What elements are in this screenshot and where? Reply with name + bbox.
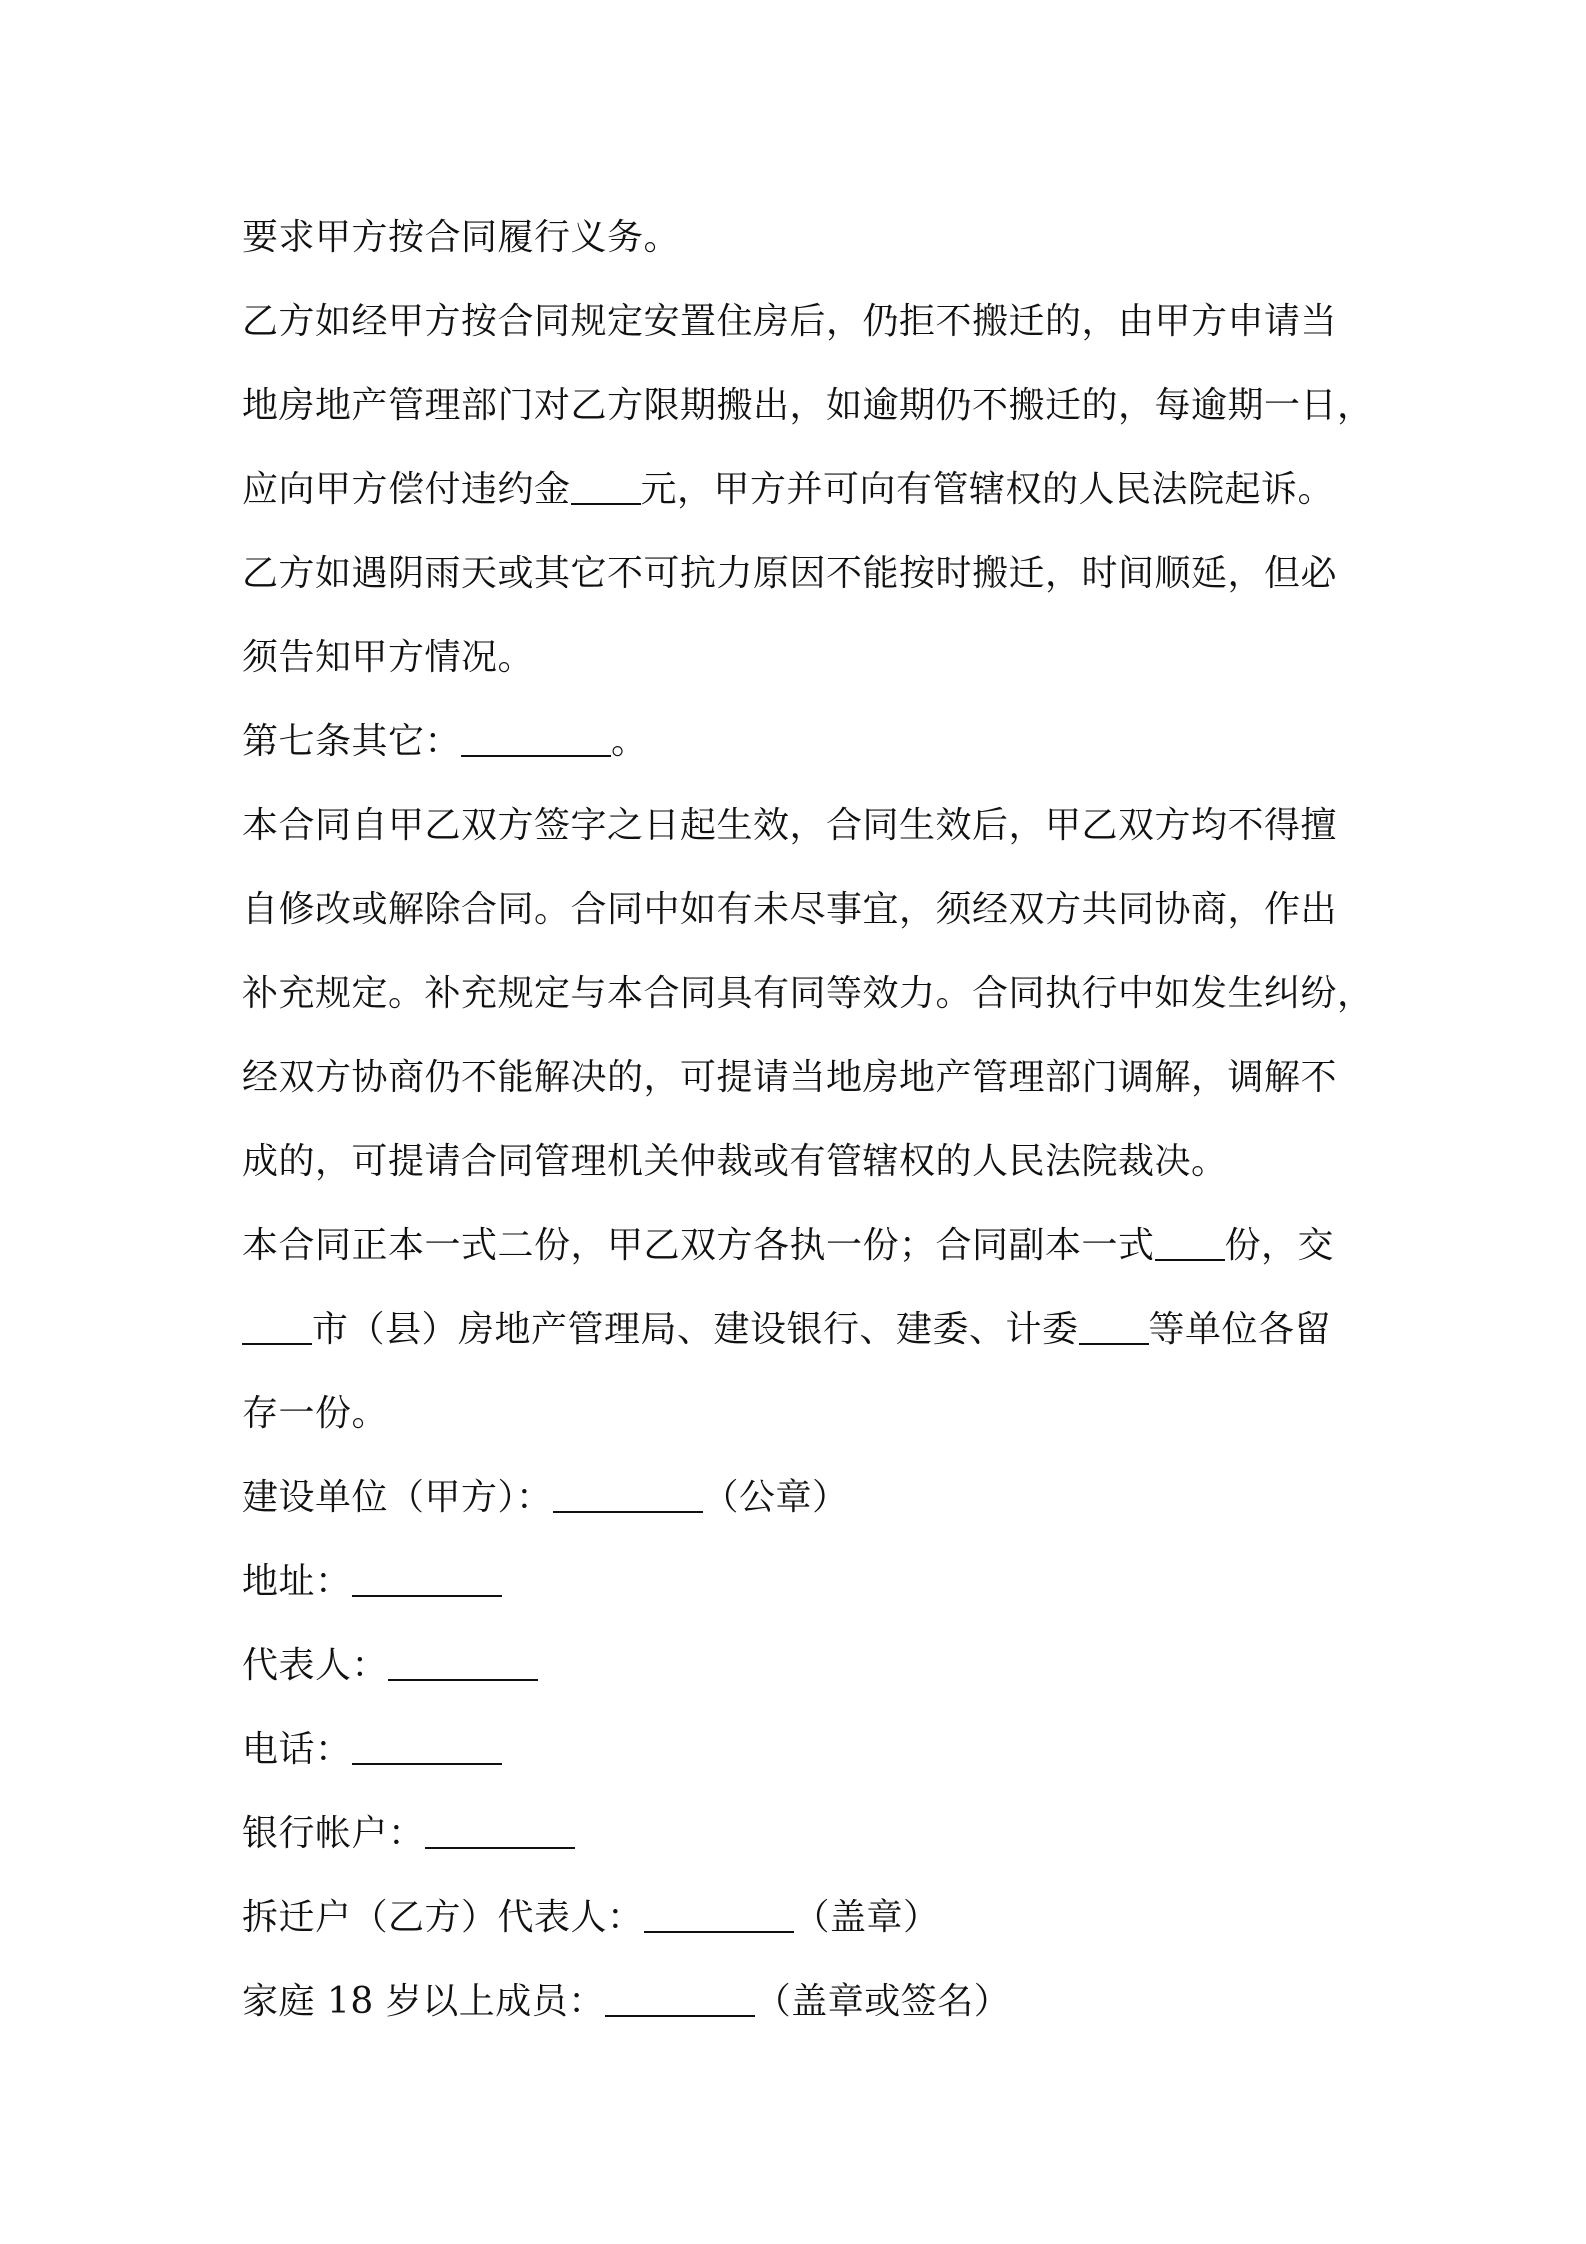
address-blank[interactable] — [352, 1561, 502, 1597]
line-text: 存一份。 — [242, 1393, 389, 1434]
paragraph-line — [242, 616, 1354, 700]
builder-seal-note: （公章） — [702, 1477, 849, 1518]
paragraph-line — [242, 532, 1354, 616]
copy-count-blank[interactable] — [1155, 1225, 1225, 1261]
line-text: 乙方如遇阴雨天或其它不可抗力原因不能按时搬迁，时间顺延，但必 — [242, 553, 1338, 594]
family-seal-note: （盖章或签名） — [754, 1981, 1011, 2022]
address-label: 地址： — [242, 1561, 352, 1602]
relocatee-label: 拆迁户（乙方）代表人： — [242, 1897, 644, 1938]
line-text: 成的，可提请合同管理机关仲裁或有管辖权的人民法院裁决。 — [242, 1141, 1228, 1182]
paragraph-line — [242, 1204, 1354, 1288]
family-members-blank[interactable] — [605, 1981, 755, 2017]
article-seven-label: 第七条其它： — [242, 721, 462, 762]
line-text: 等单位各留 — [1148, 1309, 1332, 1350]
family-prefix: 家庭 — [242, 1981, 327, 2022]
article-seven-blank[interactable] — [461, 721, 611, 757]
line-text: 补充规定。补充规定与本合同具有同等效力。合同执行中如发生纠纷， — [242, 973, 1374, 1014]
line-text: 本合同自甲乙双方签字之日起生效，合同生效后，甲乙双方均不得擅 — [242, 805, 1338, 846]
other-units-blank[interactable] — [1079, 1309, 1149, 1345]
representative-line — [242, 1624, 1354, 1708]
family-age: 18 — [326, 1981, 374, 2022]
line-text: 元，甲方并可向有管辖权的人民法院起诉。 — [640, 469, 1335, 510]
line-text: 乙方如经甲方按合同规定安置住房后，仍拒不搬迁的，由甲方申请当 — [242, 301, 1338, 342]
phone-label: 电话： — [242, 1729, 352, 1770]
builder-blank[interactable] — [553, 1477, 703, 1513]
line-text: 市（县）房地产管理局、建设银行、建委、计委 — [312, 1309, 1079, 1350]
line-text: 须告知甲方情况。 — [242, 637, 535, 678]
line-text: 地房地产管理部门对乙方限期搬出，如逾期仍不搬迁的，每逾期一日， — [242, 385, 1374, 426]
paragraph-line — [242, 1120, 1354, 1204]
line-text: 要求甲方按合同履行义务。 — [242, 217, 681, 258]
family-suffix: 岁以上成员： — [373, 1981, 605, 2022]
paragraph-line — [242, 364, 1374, 448]
relocatee-signature-line — [242, 1876, 1354, 1960]
penalty-amount-blank[interactable] — [571, 469, 641, 505]
paragraph-line — [242, 1288, 1354, 1372]
address-line — [242, 1540, 1354, 1624]
bank-account-blank[interactable] — [425, 1813, 575, 1849]
phone-line — [242, 1708, 1354, 1792]
document-body — [242, 196, 1374, 2044]
relocatee-seal-note: （盖章） — [793, 1897, 940, 1938]
paragraph-line — [242, 1036, 1354, 1120]
builder-signature-line — [242, 1456, 1354, 1540]
city-blank[interactable] — [242, 1309, 312, 1345]
line-text: 。 — [611, 721, 648, 762]
line-text: 本合同正本一式二份，甲乙双方各执一份；合同副本一式 — [242, 1225, 1155, 1266]
family-members-line — [242, 1960, 1354, 2044]
paragraph-line — [242, 448, 1354, 532]
line-text: 应向甲方偿付违约金 — [242, 469, 571, 510]
paragraph-line — [242, 784, 1354, 868]
representative-label: 代表人： — [242, 1645, 389, 1686]
line-text: 经双方协商仍不能解决的，可提请当地房地产管理部门调解，调解不 — [242, 1057, 1338, 1098]
builder-label: 建设单位（甲方）： — [242, 1477, 553, 1518]
paragraph-line — [242, 280, 1354, 364]
line-text: 自修改或解除合同。合同中如有未尽事宜，须经双方共同协商，作出 — [242, 889, 1338, 930]
bank-account-line — [242, 1792, 1354, 1876]
paragraph-line — [242, 1372, 1354, 1456]
relocatee-blank[interactable] — [644, 1897, 794, 1933]
paragraph-line — [242, 868, 1354, 952]
phone-blank[interactable] — [352, 1729, 502, 1765]
paragraph-line — [242, 196, 1354, 280]
bank-label: 银行帐户： — [242, 1813, 425, 1854]
article-seven-line — [242, 700, 1354, 784]
paragraph-line — [242, 952, 1374, 1036]
representative-blank[interactable] — [388, 1645, 538, 1681]
line-text: 份，交 — [1224, 1225, 1335, 1266]
